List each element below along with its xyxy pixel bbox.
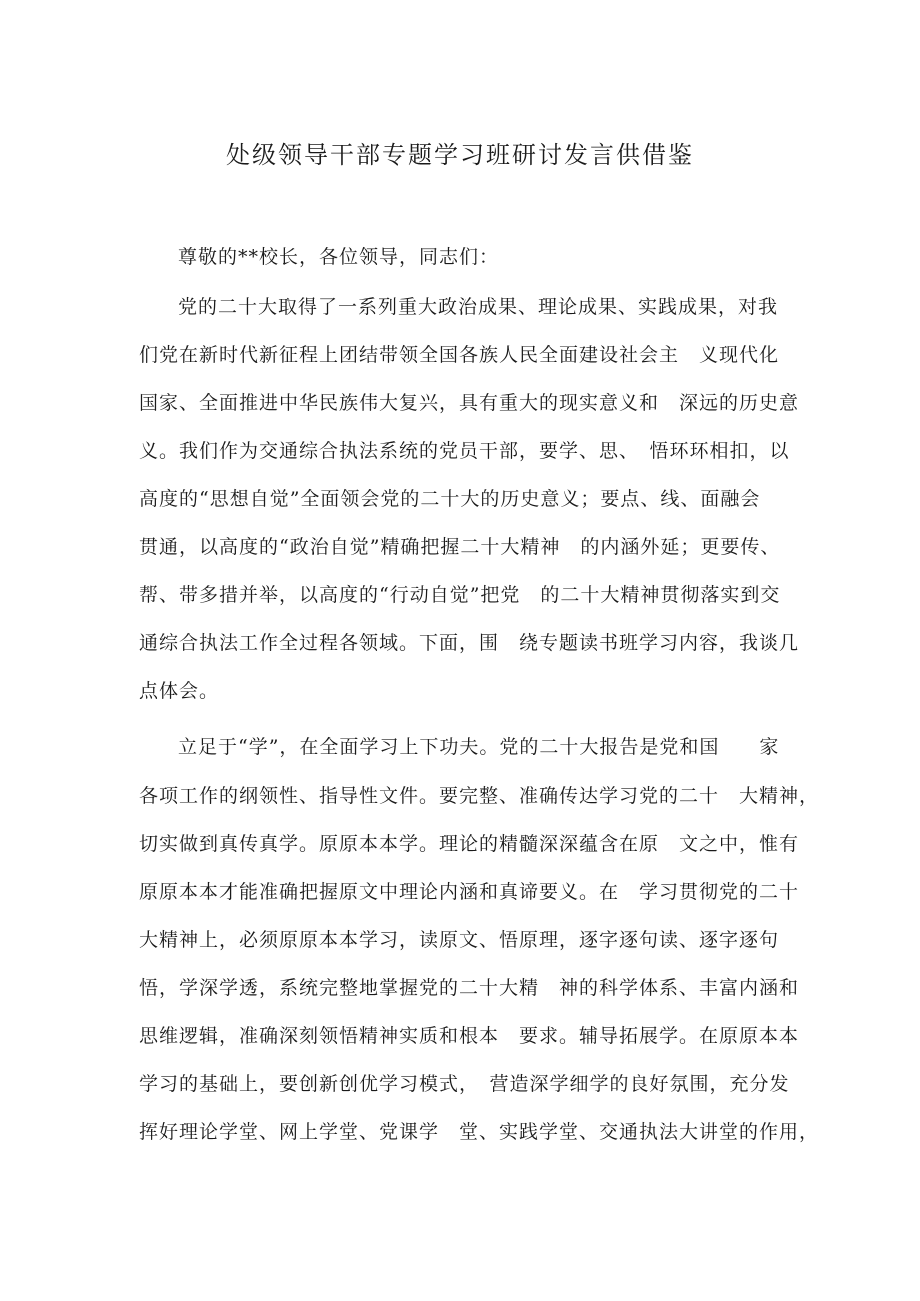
paragraph-1-line: 们党在新时代新征程上团结带领全国各族人民全面建设社会主 义现代化 bbox=[139, 344, 780, 366]
paragraph-2-line: 学习的基础上，要创新创优学习模式， 营造深学细学的良好氛围，充分发 bbox=[139, 1073, 790, 1095]
paragraph-1-line: 点体会。 bbox=[139, 680, 220, 702]
paragraph-1-line: 帮、带多措并举，以高度的“行动自觉”把党 的二十大精神贯彻落实到交 bbox=[139, 584, 781, 606]
salutation: 尊敬的**校长，各位领导，同志们： bbox=[178, 246, 500, 268]
paragraph-1-line: 贯通，以高度的“政治自觉”精确把握二十大精神 的内涵外延；更要传、 bbox=[139, 536, 781, 558]
paragraph-2-line: 挥好理论学堂、网上学堂、党课学 堂、实践学堂、交通执法大讲堂的作用， bbox=[139, 1121, 820, 1143]
paragraph-1-line: 义。我们作为交通综合执法系统的党员干部，要学、思、 悟环环相扣，以 bbox=[139, 440, 790, 462]
paragraph-1-line: 党的二十大取得了一系列重大政治成果、理论成果、实践成果，对我 bbox=[178, 296, 779, 318]
paragraph-2-line: 思维逻辑，准确深刻领悟精神实质和根本 要求。辅导拓展学。在原原本本 bbox=[139, 1025, 800, 1047]
paragraph-2-line: 立足于“学”，在全面学习上下功夫。党的二十大报告是党和国 家 bbox=[178, 736, 780, 758]
paragraph-2-line: 原原本本才能准确把握原文中理论内涵和真谛要义。在 学习贯彻党的二十 bbox=[139, 881, 800, 903]
paragraph-1-line: 国家、全面推进中华民族伟大复兴，具有重大的现实意义和 深远的历史意 bbox=[139, 392, 800, 414]
paragraph-2-line: 悟，学深学透，系统完整地掌握党的二十大精 神的科学体系、丰富内涵和 bbox=[139, 977, 800, 999]
paragraph-2-line: 各项工作的纲领性、指导性文件。要完整、准确传达学习党的二十 大精神， bbox=[139, 785, 820, 807]
paragraph-1-line: 通综合执法工作全过程各领域。下面，围 绕专题读书班学习内容，我谈几 bbox=[139, 632, 800, 654]
paragraph-2-line: 大精神上，必须原原本本学习，读原文、悟原理，逐字逐句读、逐字逐句 bbox=[139, 929, 780, 951]
paragraph-2-line: 切实做到真传真学。原原本本学。理论的精髓深深蕴含在原 文之中，惟有 bbox=[139, 833, 800, 855]
page-title: 处级领导干部专题学习班研讨发言供借鉴 bbox=[226, 141, 694, 169]
paragraph-1-line: 高度的“思想自觉”全面领会党的二十大的历史意义；要点、线、面融会 bbox=[139, 488, 761, 510]
